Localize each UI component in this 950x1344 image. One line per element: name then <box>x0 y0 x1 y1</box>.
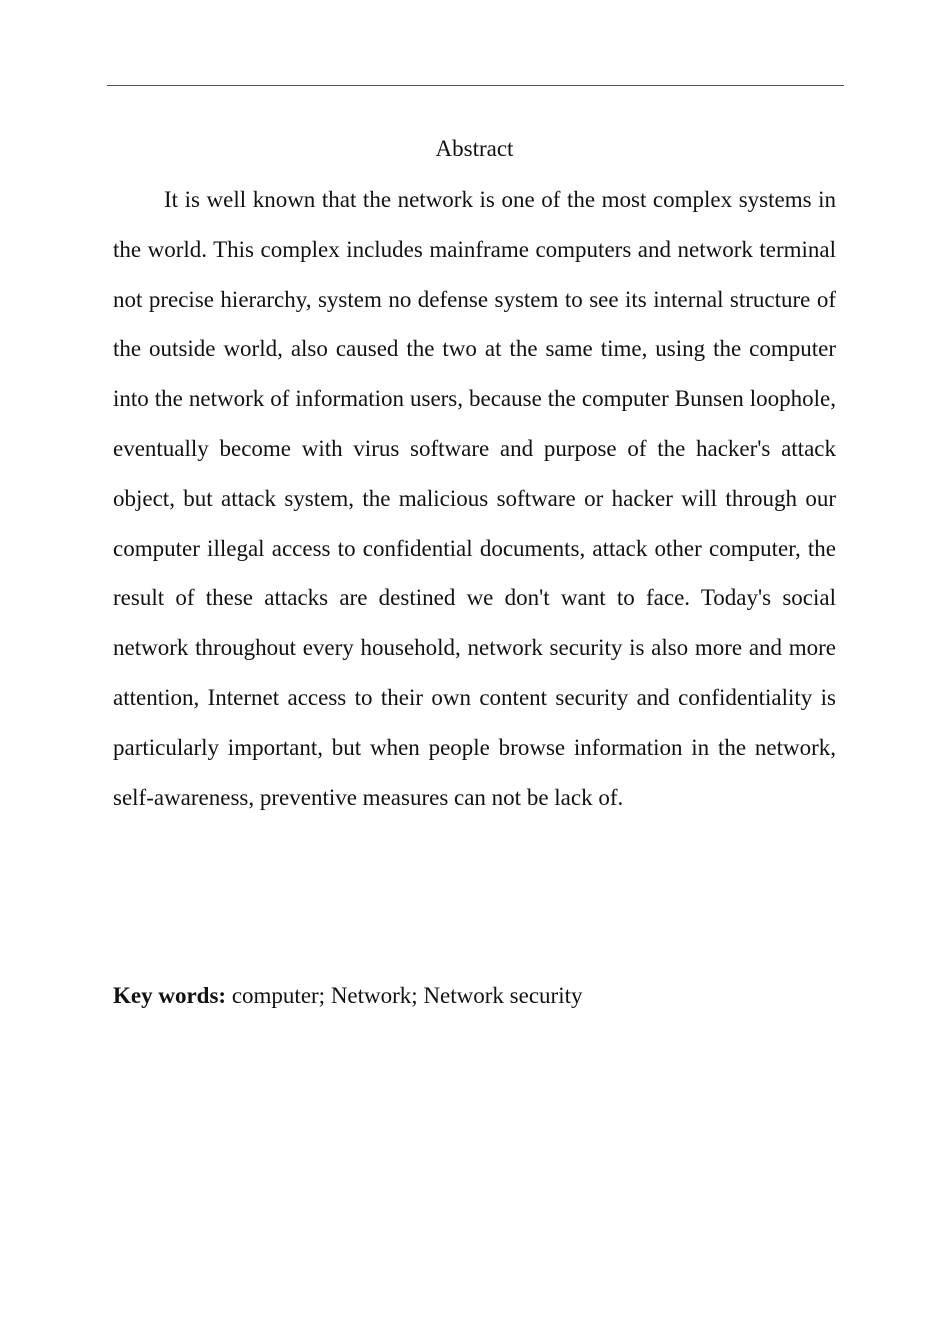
keywords-label: Key words: <box>113 983 227 1008</box>
keywords-line <box>113 971 836 1021</box>
abstract-body: It is well known that the network is one of the most complex systems in the world. This complex includes mainframe computers and network terminal not precise hierarchy, system no defense system to see its internal structure of the outside world, also caused the two at the same time, using the computer into the network of information users, because the computer Bunsen loophole, eventually become with virus software and purpose of the hacker's attack object, but attack system, the malicious software or hacker will through our computer illegal access to confidential documents, attack other computer, the result of these attacks are destined we don't want to face. Today's social network throughout every household, network security is also more and more attention, Internet access to their own content security and confidentiality is particularly important, but when people browse information in the network, self-awareness, preventive measures can not be lack of. <box>113 187 836 810</box>
keywords-value: computer; Network; Network security <box>231 983 583 1008</box>
header-rule <box>107 85 844 86</box>
abstract-title: Abstract <box>435 136 514 161</box>
